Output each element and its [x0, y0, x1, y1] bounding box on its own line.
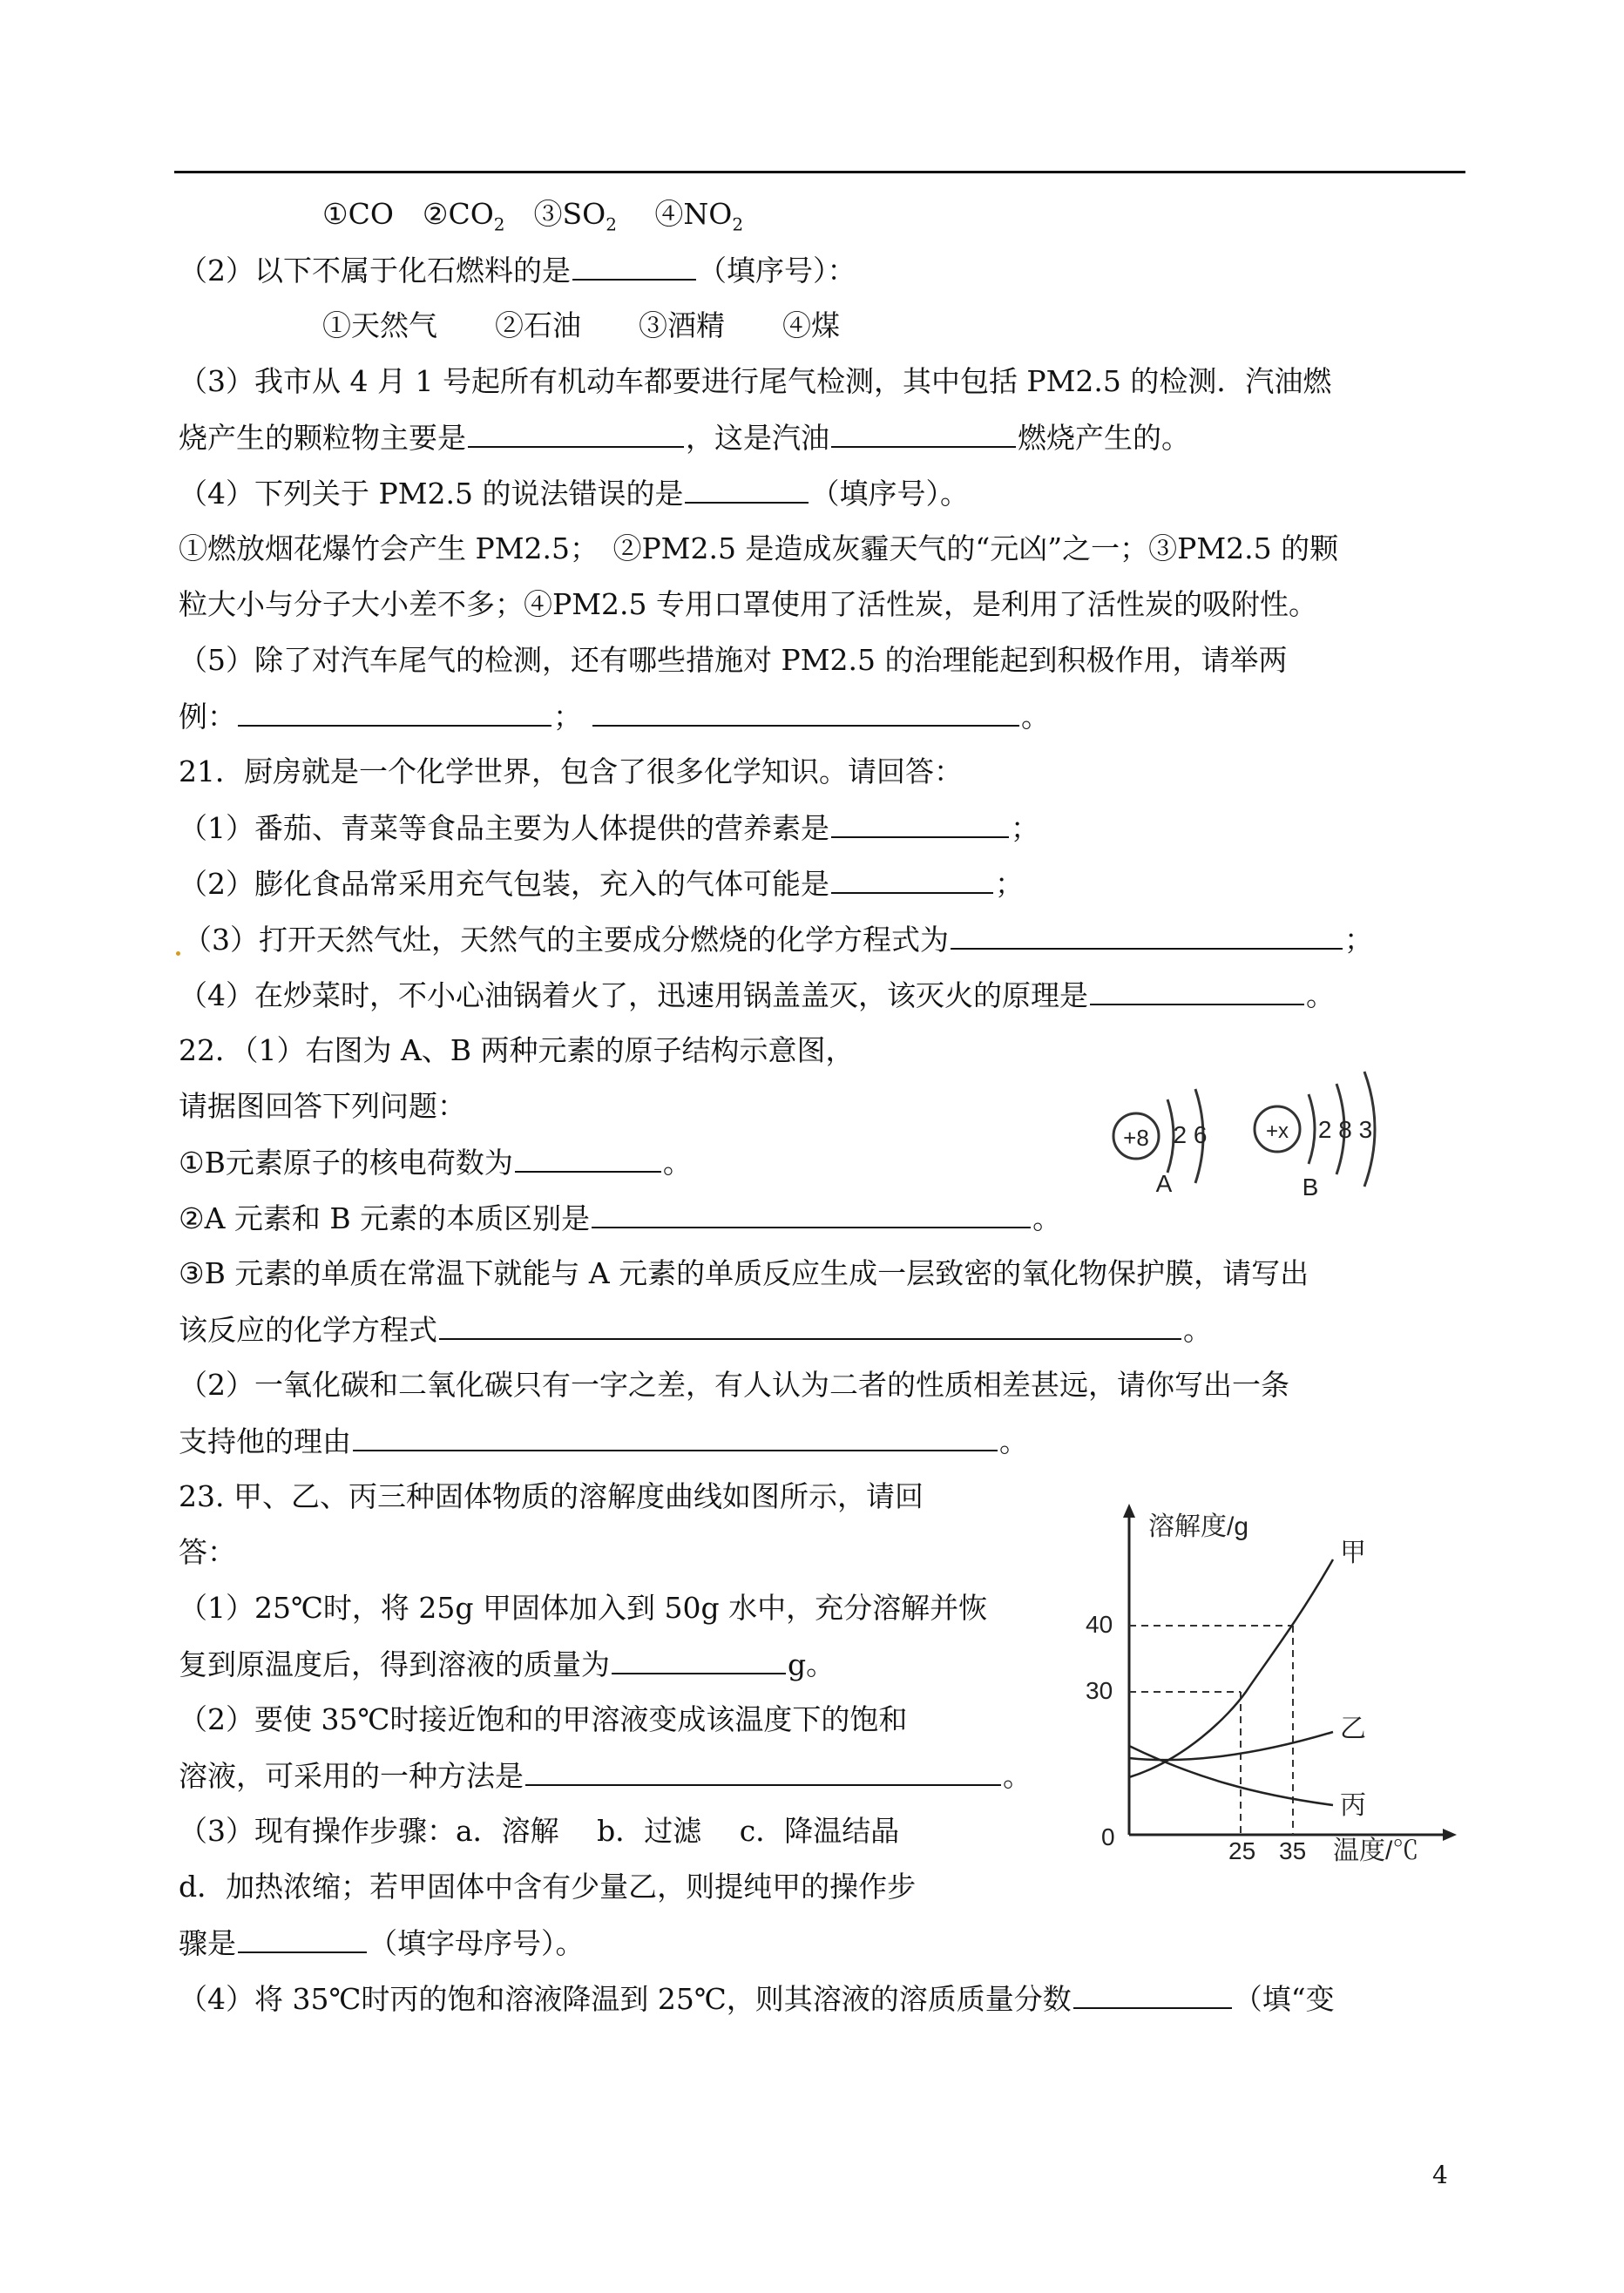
q21-part2: （2）膨化食品常采用充气包装，充入的气体可能是 ； [179, 867, 1024, 901]
q23-line1: 23. 甲、乙、丙三种固体物质的溶解度曲线如图所示，请回 [179, 1479, 924, 1513]
answer-blank[interactable] [1090, 977, 1304, 1005]
q22-line2: 请据图回答下列问题： [179, 1089, 466, 1123]
atom-a-shells: 2 6 [1173, 1121, 1208, 1148]
header-rule [174, 171, 1465, 173]
atom-a [1113, 1089, 1207, 1197]
q20-part4-line3: 粒大小与分子大小差不多；④PM2.5 专用口罩使用了活性炭，是利用了活性炭的吸附性。 [179, 587, 1317, 621]
answer-blank[interactable] [1073, 1981, 1232, 2009]
stray-dot [176, 951, 180, 956]
answer-blank[interactable] [831, 420, 1016, 448]
origin-label: 0 [1101, 1823, 1115, 1850]
curve-label-jia: 甲 [1340, 1539, 1366, 1567]
atom-b-label: B [1302, 1174, 1319, 1201]
atom-structure-diagram [1089, 1045, 1455, 1220]
answer-blank[interactable] [612, 1647, 786, 1674]
q20-part3-line1: （3）我市从 4 月 1 号起所有机动车都要进行尾气检测，其中包括 PM2.5 的检测．汽油燃 [179, 364, 1332, 398]
answer-blank[interactable] [353, 1424, 998, 1451]
answer-blank[interactable] [238, 699, 551, 727]
q20-part5-line2: 例： ； 。 [179, 700, 1050, 734]
curve-yi [1129, 1732, 1333, 1760]
answer-blank[interactable] [592, 699, 1019, 727]
q22-sub3-line2: 该反应的化学方程式 。 [179, 1313, 1212, 1347]
q23-part1-line2: 复到原温度后，得到溶液的质量为 g。 [179, 1647, 836, 1681]
answer-blank[interactable] [439, 1312, 1181, 1340]
atom-b-shells: 2 8 3 [1317, 1116, 1373, 1143]
answer-blank[interactable] [685, 476, 809, 504]
atom-a-label: A [1155, 1170, 1173, 1197]
q23-part3-line3: 骤是 （填字母序号）。 [179, 1926, 585, 1960]
answer-blank[interactable] [238, 1925, 367, 1953]
q21-part3: （3）打开天然气灶，天然气的主要成分燃烧的化学方程式为 ； [183, 923, 1373, 957]
answer-blank[interactable] [525, 1758, 1001, 1786]
curve-label-bing: 丙 [1340, 1791, 1366, 1820]
answer-blank[interactable] [572, 253, 696, 281]
q20-part3-line2: 烧产生的颗粒物主要是 ，这是汽油 燃烧产生的。 [179, 421, 1190, 455]
q20-part2-options: ①天然气 ②石油 ③酒精 ④煤 [322, 308, 840, 342]
q22-line1: 22．（1）右图为 A、B 两种元素的原子结构示意图， [179, 1033, 855, 1067]
q21-part1: （1）番茄、青菜等食品主要为人体提供的营养素是 ； [179, 811, 1039, 845]
q22-sub2: ②A 元素和 B 元素的本质区别是 。 [179, 1201, 1062, 1235]
q21-part4: （4）在炒菜时，不小心油锅着火了，迅速用锅盖盖灭，该灭火的原理是 。 [179, 978, 1335, 1012]
q23-part1-line1: （1）25℃时，将 25g 甲固体加入到 50g 水中，充分溶解并恢 [179, 1591, 988, 1625]
q23-part2-line1: （2）要使 35℃时接近饱和的甲溶液变成该温度下的饱和 [179, 1702, 908, 1736]
curve-label-yi: 乙 [1340, 1715, 1366, 1743]
answer-blank[interactable] [468, 420, 684, 448]
y-tick-40: 40 [1086, 1611, 1113, 1638]
q22-part2-line2: 支持他的理由 。 [179, 1424, 1028, 1458]
q20-part4-line2: ①燃放烟花爆竹会产生 PM2.5； ②PM2.5 是造成灰霾天气的“元凶”之一；③PM2.5 的颗 [179, 531, 1339, 565]
page-number: 4 [1432, 2161, 1448, 2189]
q20-part2: （2）以下不属于化石燃料的是 （填序号）： [179, 254, 856, 287]
q22-sub1: ①B元素原子的核电荷数为 。 [179, 1146, 692, 1180]
atom-b [1255, 1072, 1375, 1201]
y-axis-label: 溶解度/g [1148, 1512, 1249, 1541]
q20-part4: （4）下列关于 PM2.5 的说法错误的是 （填序号）。 [179, 477, 969, 511]
q23-part3-line2: d．加热浓缩；若甲固体中含有少量乙，则提纯甲的操作步 [179, 1870, 917, 1904]
q22-sub3-line1: ③B 元素的单质在常温下就能与 A 元素的单质反应生成一层致密的氧化物保护膜，请写出 [179, 1256, 1309, 1290]
answer-blank[interactable] [951, 922, 1343, 950]
q23-part4: （4）将 35℃时丙的饱和溶液降温到 25℃，则其溶液的溶质质量分数 （填“变 [179, 1982, 1335, 2016]
solubility-curve-graph [1080, 1498, 1464, 1873]
answer-blank[interactable] [831, 810, 1009, 838]
atom-a-nucleus: +8 [1123, 1125, 1149, 1151]
q21-title: 21．厨房就是一个化学世界，包含了很多化学知识。请回答： [179, 754, 963, 788]
answer-blank[interactable] [831, 866, 993, 894]
x-tick-35: 35 [1279, 1837, 1307, 1864]
curve-jia [1129, 1559, 1333, 1777]
q22-part2-line1: （2）一氧化碳和二氧化碳只有一字之差，有人认为二者的性质相差甚远，请你写出一条 [179, 1368, 1289, 1402]
answer-blank[interactable] [592, 1201, 1031, 1228]
q23-part2-line2: 溶液，可采用的一种方法是 。 [179, 1759, 1032, 1793]
q23-part3-line1: （3）现有操作步骤：a．溶解 b．过滤 c．降温结晶 [179, 1814, 900, 1848]
q23-line2: 答： [179, 1535, 236, 1569]
y-tick-30: 30 [1086, 1677, 1113, 1704]
q20-part5-line1: （5）除了对汽车尾气的检测，还有哪些措施对 PM2.5 的治理能起到积极作用，请举两 [179, 643, 1288, 677]
x-axis-label: 温度/℃ [1333, 1836, 1419, 1865]
x-tick-25: 25 [1228, 1837, 1256, 1864]
gas-options: ①CO $②CO_2$ $③SO_2$ $④NO_2$ [322, 197, 744, 235]
atom-b-nucleus: +x [1265, 1119, 1289, 1143]
answer-blank[interactable] [515, 1145, 661, 1173]
